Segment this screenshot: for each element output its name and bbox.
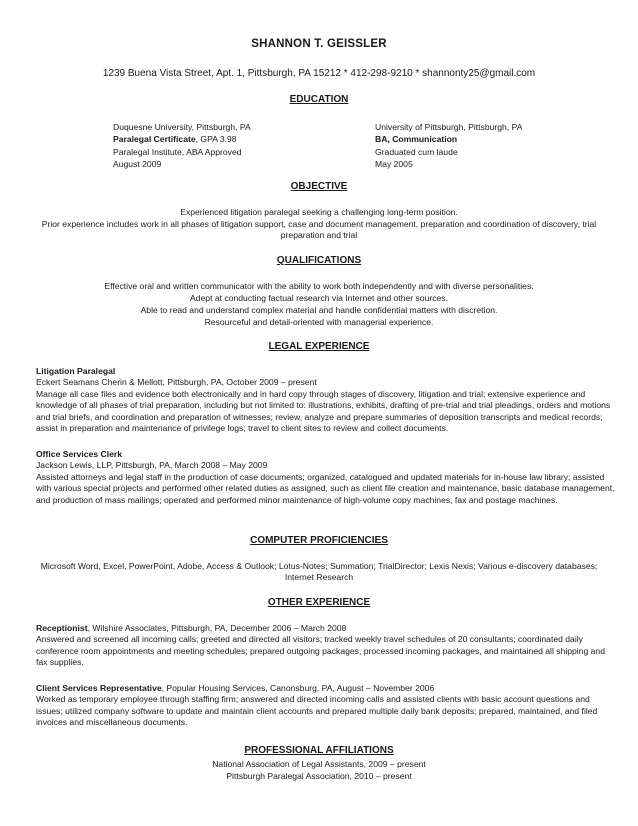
legal-experience-heading: LEGAL EXPERIENCE [268,341,370,352]
date-left: August 2009 [113,159,162,170]
computer-proficiencies-text: Microsoft Word, Excel, PowerPoint, Adobe, Access & Outlook; Lotus-Notes; Summation; TrialDirector; Lexis Nexis; Various e-discovery databases; Internet Research [40,561,598,583]
note-right: Graduated cum laude [375,146,458,157]
qualification-item: Effective oral and written communicator with the ability to work both independently and with diverse personalities. [104,281,534,291]
contact-line: 1239 Buena Vista Street, Apt. 1, Pittsburgh, PA 15212 * 412-298-9210 * shannonty25@gmail.com [102,68,536,79]
job-employer: Jackson Lewis, LLP, Pittsburgh, PA, March 2008 – May 2009 [36,460,268,471]
school-left: Duquesne University, Pittsburgh, PA [113,122,251,132]
job-employer: , Popular Housing Services, Canonsburg, PA, August – November 2006 [161,683,435,693]
other-experience-heading: OTHER EXPERIENCE [267,597,371,608]
job-description: Manage all case files and evidence both electronically and in hard copy through stages of discovery, litigation and trial; extensive experience and knowledge of all phases of trial preparation, including but not limited to: illustrations, exhibits, drafting of pre-trial and trial pleadings, orders and motions and trial briefs, and coordination and preparation of witnesses; review, analyze and prepare summaries of deposition transcripts and medical records; assist in preparation and maintenance of privilege logs; travel to client sites to review and collect documents. [36,388,611,434]
job-description: Answered and screened all incoming calls; greeted and directed all visitors; tracked weekly travel schedules of 20 consultants; coordinated daily conference room appointments and meeting schedules; prepared outgoing packages, processed incoming packages, and maintained all shipping and fax supplies. [36,634,605,668]
job-office-services-clerk [36,449,616,506]
qualification-item: Resourceful and detail-oriented with managerial experience. [204,317,434,327]
job-client-services-representative [36,683,616,729]
credential-left-title: Paralegal Certificate [113,134,196,145]
objective-line-1: Experienced litigation paralegal seeking a challenging long-term position. [180,207,458,217]
job-title: Office Services Clerk [36,449,122,459]
applicant-name: SHANNON T. GEISSLER [251,38,387,50]
affiliation-item: Pittsburgh Paralegal Association, 2010 – present [226,771,412,781]
education-right [375,121,615,171]
computer-proficiencies-heading: COMPUTER PROFICIENCIES [250,535,388,546]
credential-left [113,133,353,145]
school-right: University of Pittsburgh, Pittsburgh, PA [375,122,523,132]
date-right: May 2005 [375,159,413,170]
objective-line-2: Prior experience includes work in all phases of litigation support, case and document management, preparation and coordination of discovery, trial preparation and trial [41,219,597,241]
credential-right: BA, Communication [375,134,458,145]
credential-left-gpa: , GPA 3.98 [195,134,237,145]
job-header [36,683,616,694]
job-receptionist [36,623,616,669]
education-left [113,121,353,171]
job-title: Client Services Representative [36,683,162,693]
qualification-item: Adept at conducting factual research via Internet and other sources. [190,293,448,303]
affiliation-item: National Association of Legal Assistants, 2009 – present [212,759,426,769]
job-litigation-paralegal [36,366,616,434]
job-title: Litigation Paralegal [36,366,116,376]
job-description: Assisted attorneys and legal staff in the production of case documents; organized, catalogued and updated materials for in-house law library; assisted with various special projects and performed other related duties as assigned, such as client file creation and maintenance, basic database management, and production of mass mailings; operated and performed minor maintenance of high-volume copy machines, fax and postage machines. [36,471,615,505]
education-heading: EDUCATION [289,94,349,105]
job-title: Receptionist [36,623,88,633]
job-employer: Eckert Seamans Cherin & Mellott, Pittsburgh, PA, October 2009 – present [36,377,317,388]
job-description: Worked as temporary employee through staffing firm; answered and directed incoming calls and assisted clients with basic account questions and issues; utilized company software to update and maintain client accounts and prepared multiple daily bank deposits; prepared, maintained, and filed invoices and miscellaneous documents. [36,694,598,728]
note-left: Paralegal Institute, ABA Approved [113,146,242,157]
objective-heading: OBJECTIVE [290,181,348,192]
qualification-item: Able to read and understand complex material and handle confidential matters with discretion. [140,305,498,315]
qualifications-heading: QUALIFICATIONS [276,255,362,266]
job-employer: , Wilshire Associates, Pittsburgh, PA, December 2006 – March 2008 [87,623,347,633]
job-header [36,623,616,634]
affiliations-heading: PROFESSIONAL AFFILIATIONS [244,745,394,756]
